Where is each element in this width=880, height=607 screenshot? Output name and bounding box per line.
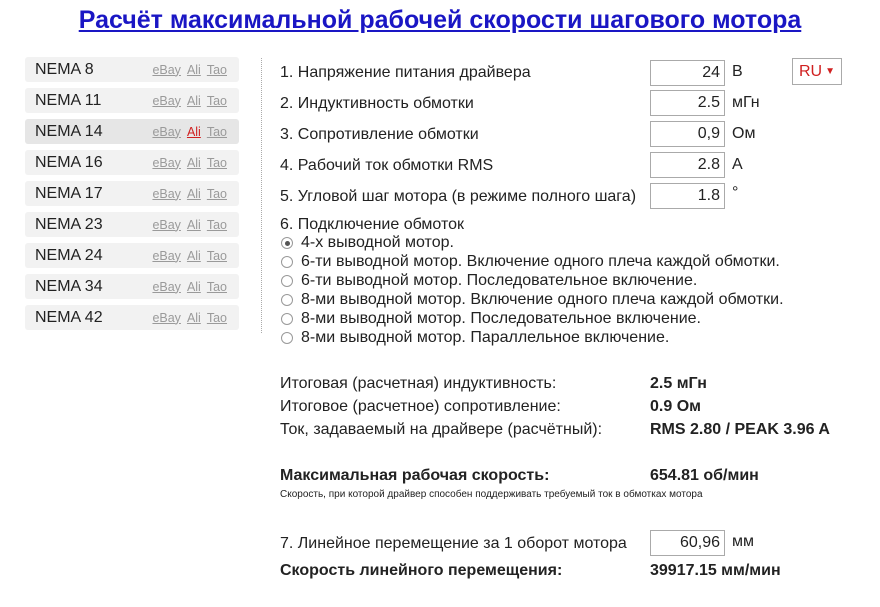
motor-size-sidebar [25,57,239,336]
inductance-unit: мГн [732,94,760,111]
shop-links [146,218,227,232]
ebay-link[interactable]: eBay [152,62,181,77]
wiring-option[interactable] [281,234,454,252]
sidebar-item-nema-17[interactable] [25,181,239,206]
ali-link[interactable]: Ali [186,248,201,263]
ali-link[interactable]: Ali [186,155,201,170]
shop-links [146,187,227,201]
language-select[interactable] [792,58,842,85]
linear-speed-value: 39917.15 мм/мин [650,562,781,579]
tao-link[interactable]: Tao [206,186,227,201]
sidebar-item-nema-24[interactable] [25,243,239,268]
radio-button[interactable] [281,237,293,249]
wiring-option[interactable] [281,291,784,309]
linear-travel-input[interactable]: 60,96 [650,530,725,556]
ali-link[interactable]: Ali [186,279,201,294]
radio-button[interactable] [281,256,293,268]
tao-link[interactable]: Tao [206,93,227,108]
step-angle-input[interactable]: 1.8 [650,183,725,209]
wiring-option-label[interactable]: 8-ми выводной мотор. Последовательное включение. [301,310,701,327]
voltage-unit: В [732,63,743,80]
ali-link[interactable]: Ali [186,186,201,201]
wiring-option-label[interactable]: 8-ми выводной мотор. Включение одного плеча каждой обмотки. [301,291,784,308]
sidebar-item-label[interactable]: NEMA 17 [35,184,103,202]
result-inductance-value: 2.5 мГн [650,375,707,392]
ebay-link[interactable]: eBay [152,217,181,232]
wiring-option[interactable] [281,310,701,328]
linear-travel-unit: мм [732,533,754,550]
wiring-option[interactable] [281,329,669,347]
resistance-input[interactable]: 0,9 [650,121,725,147]
current-label: 4. Рабочий ток обмотки RMS [280,157,494,174]
linear-speed-label: Скорость линейного перемещения: [280,562,563,579]
shop-links [146,94,227,108]
tao-link[interactable]: Tao [206,248,227,263]
voltage-label: 1. Напряжение питания драйвера [280,64,531,81]
ebay-link[interactable]: eBay [152,248,181,263]
tao-link[interactable]: Tao [206,62,227,77]
ebay-link[interactable]: eBay [152,124,181,139]
linear-travel-label: 7. Линейное перемещение за 1 оборот мотора [280,535,627,552]
sidebar-item-label[interactable]: NEMA 8 [35,60,94,78]
sidebar-item-label[interactable]: NEMA 34 [35,277,103,295]
sidebar-item-nema-8[interactable] [25,57,239,82]
wiring-option-label[interactable]: 6-ти выводной мотор. Последовательное включение. [301,272,698,289]
sidebar-item-nema-23[interactable] [25,212,239,237]
shop-links [146,249,227,263]
result-resistance-label: Итоговое (расчетное) сопротивление: [280,398,561,415]
shop-links [146,125,227,139]
sidebar-item-nema-16[interactable] [25,150,239,175]
tao-link[interactable]: Tao [206,155,227,170]
driver-current-value: RMS 2.80 / PEAK 3.96 A [650,421,830,438]
current-input[interactable]: 2.8 [650,152,725,178]
sidebar-item-nema-14[interactable] [25,119,239,144]
tao-link[interactable]: Tao [206,279,227,294]
chevron-down-icon: ▼ [825,66,835,77]
sidebar-item-label[interactable]: NEMA 42 [35,308,103,326]
shop-links [146,63,227,77]
sidebar-item-label[interactable]: NEMA 14 [35,122,103,140]
radio-button[interactable] [281,294,293,306]
max-speed-value: 654.81 об/мин [650,467,759,484]
ebay-link[interactable]: eBay [152,186,181,201]
driver-current-label: Ток, задаваемый на драйвере (расчётный): [280,421,603,438]
ebay-link[interactable]: eBay [152,279,181,294]
wiring-option[interactable] [281,253,780,271]
sidebar-item-label[interactable]: NEMA 16 [35,153,103,171]
tao-link[interactable]: Tao [206,124,227,139]
ali-link[interactable]: Ali [186,62,201,77]
ali-link[interactable]: Ali [186,217,201,232]
resistance-label: 3. Сопротивление обмотки [280,126,479,143]
wiring-option-label[interactable]: 6-ти выводной мотор. Включение одного плеча каждой обмотки. [301,253,780,270]
ebay-link[interactable]: eBay [152,155,181,170]
tao-link[interactable]: Tao [206,310,227,325]
sidebar-item-nema-11[interactable] [25,88,239,113]
ebay-link[interactable]: eBay [152,310,181,325]
sidebar-item-nema-34[interactable] [25,274,239,299]
step-angle-unit: ° [732,184,739,201]
wiring-title: 6. Подключение обмоток [280,216,464,233]
radio-button[interactable] [281,332,293,344]
inductance-label: 2. Индуктивность обмотки [280,95,474,112]
sidebar-item-label[interactable]: NEMA 24 [35,246,103,264]
current-unit: А [732,156,743,173]
ali-link[interactable]: Ali [186,310,201,325]
max-speed-label: Максимальная рабочая скорость: [280,467,550,484]
sidebar-item-label[interactable]: NEMA 23 [35,215,103,233]
result-inductance-label: Итоговая (расчетная) индуктивность: [280,375,557,392]
result-resistance-value: 0.9 Ом [650,398,701,415]
language-value: RU [799,63,823,80]
radio-button[interactable] [281,313,293,325]
sidebar-item-label[interactable]: NEMA 11 [35,91,102,109]
step-angle-label: 5. Угловой шаг мотора (в режиме полного шага) [280,188,637,205]
inductance-input[interactable]: 2.5 [650,90,725,116]
vertical-divider [261,58,262,333]
wiring-option-label[interactable]: 8-ми выводной мотор. Параллельное включение. [301,329,670,346]
voltage-input[interactable]: 24 [650,60,725,86]
sidebar-item-nema-42[interactable] [25,305,239,330]
wiring-option-label[interactable]: 4-х выводной мотор. [301,234,454,251]
shop-links [146,311,227,325]
tao-link[interactable]: Tao [206,217,227,232]
max-speed-note: Скорость, при которой драйвер способен поддерживать требуемый ток в обмотках мотора [280,489,703,500]
wiring-option[interactable] [281,272,697,290]
resistance-unit: Ом [732,125,756,142]
shop-links [146,280,227,294]
page-title[interactable]: Расчёт максимальной рабочей скорости шагового мотора [78,6,802,34]
ali-link[interactable]: Ali [186,124,201,139]
ebay-link[interactable]: eBay [152,93,181,108]
radio-button[interactable] [281,275,293,287]
shop-links [146,156,227,170]
ali-link[interactable]: Ali [186,93,201,108]
